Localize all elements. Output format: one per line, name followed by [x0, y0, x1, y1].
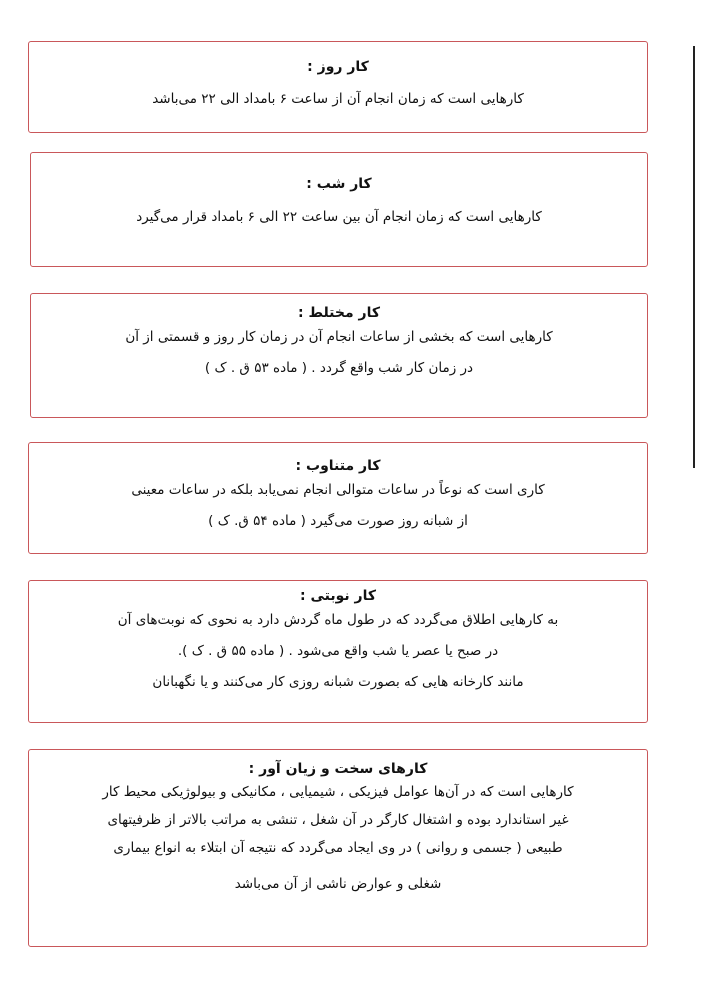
- definition-box-night-work: [30, 152, 648, 267]
- section-title: کار شب :: [306, 176, 372, 192]
- definition-box-intermittent-work: [28, 442, 648, 554]
- section-text: غیر استاندارد بوده و اشتغال کارگر در آن شغل ، تنشی به مراتب بالاتر از ظرفیتهای: [107, 812, 569, 828]
- section-text: مانند کارخانه هایی که بصورت شبانه روزی کار می‌کنند و یا نگهبانان: [152, 674, 524, 690]
- section-title: کار روز :: [307, 59, 369, 75]
- section-text: شغلی و عوارض ناشی از آن می‌باشد: [234, 876, 442, 892]
- section-title: کار مختلط :: [298, 305, 380, 321]
- section-text: در زمان کار شب واقع گردد . ( ماده ۵۳ ق . ک ): [204, 360, 474, 376]
- definition-box-mixed-work: [30, 293, 648, 418]
- section-text: از شبانه روز صورت می‌گیرد ( ماده ۵۴ ق. ک ): [208, 513, 468, 529]
- section-text: به کارهایی اطلاق می‌گردد که در طول ماه گردش دارد به نحوی که نوبت‌های آن: [117, 612, 559, 628]
- section-text: کارهایی است که بخشی از ساعات انجام آن در زمان کار روز و قسمتی از آن: [125, 329, 553, 345]
- section-text: کارهایی است که زمان انجام آن از ساعت ۶ بامداد الی ۲۲ می‌باشد: [152, 91, 524, 107]
- section-title: کار متناوب :: [295, 458, 381, 474]
- definition-box-hard-harmful-work: [28, 749, 648, 947]
- section-text: کارهایی است که در آن‌ها عوامل فیزیکی ، شیمیایی ، مکانیکی و بیولوژیکی محیط کار: [102, 784, 574, 800]
- side-rule-divider: [693, 46, 695, 468]
- section-text: در صبح یا عصر یا شب واقع می‌شود . ( ماده ۵۵ ق . ک ).: [177, 643, 499, 659]
- definition-box-day-work: [28, 41, 648, 133]
- section-text: کارهایی است که زمان انجام آن بین ساعت ۲۲ الی ۶ بامداد قرار می‌گیرد: [136, 209, 542, 225]
- section-title: کار نوبتی :: [300, 588, 376, 604]
- section-title: کارهای سخت و زیان آور :: [248, 761, 428, 777]
- section-text: طبیعی ( جسمی و روانی ) در وی ایجاد می‌گردد که نتیجه آن ابتلاء به انواع بیماری: [113, 840, 563, 856]
- definition-box-shift-work: [28, 580, 648, 723]
- section-text: کاری است که نوعاً در ساعات متوالی انجام نمی‌یابد بلکه در ساعات معینی: [131, 482, 545, 498]
